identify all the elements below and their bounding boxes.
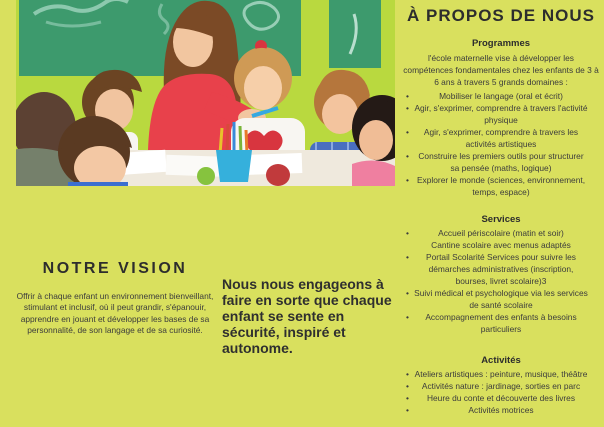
- list-item: [402, 239, 600, 251]
- list-item-text: Heure du conte et découverte des livres: [426, 393, 576, 403]
- list-item-text: Accueil périscolaire (matin et soir): [438, 228, 564, 238]
- list-item-text: Explorer le monde (sciences, environnement, temps, espace): [416, 175, 586, 197]
- list-item-text: Accompagnement des enfants à besoins particuliers: [425, 312, 577, 334]
- list-item: [402, 150, 600, 174]
- bullet-marker: •: [406, 175, 409, 185]
- bullet-marker: •: [406, 393, 409, 403]
- list-item: [402, 227, 600, 239]
- list-item: [402, 287, 600, 311]
- bullet-marker: •: [406, 369, 409, 379]
- list-item-text: Construire les premiers outils pour structurer sa pensée (maths, logique): [418, 151, 584, 173]
- bullet-marker: •: [406, 127, 409, 137]
- list-item: [402, 368, 600, 380]
- list-item-text: Activités motrices: [468, 405, 534, 415]
- list-item: [402, 404, 600, 416]
- programs-heading: Programmes: [471, 38, 531, 49]
- programs-intro: l'école maternelle vise à développer les compétences fondamentales chez les enfants de 3 à 6 ans à travers 5 grands domaines :: [403, 53, 599, 87]
- activities-list: [402, 368, 600, 416]
- bullet-marker: •: [406, 151, 409, 161]
- pencil-cup: [216, 122, 252, 182]
- list-item-text: Mobiliser le langage (oral et écrit): [439, 91, 563, 101]
- list-item-text: Cantine scolaire avec menus adaptés: [431, 240, 571, 250]
- commitment-statement: Nous nous engageons à faire en sorte que chaque enfant se sente en sécurité, inspiré et autonome.: [222, 276, 392, 356]
- bullet-marker: •: [406, 91, 409, 101]
- list-item: [402, 380, 600, 392]
- list-item-text: Agir, s'exprimer, comprendre à travers les activités artistiques: [423, 127, 579, 149]
- bullet-marker: •: [406, 405, 409, 415]
- services-list: [402, 227, 600, 335]
- red-apple: [266, 164, 290, 186]
- bullet-marker: •: [406, 381, 409, 391]
- page-title: À PROPOS DE NOUS: [407, 6, 595, 25]
- girl-front-right: [352, 95, 395, 186]
- services-heading: Services: [481, 214, 521, 225]
- bullet-marker: •: [406, 288, 409, 298]
- bullet-marker: •: [406, 228, 409, 238]
- bullet-marker: •: [406, 252, 409, 262]
- list-item: [402, 90, 600, 102]
- vision-section: [12, 260, 218, 337]
- list-item: [402, 392, 600, 404]
- list-item: [402, 126, 600, 150]
- vision-body: Offrir à chaque enfant un environnement bienveillant, stimulant et inclusif, où il peut grandir, s'épanouir, apprendre en jouant et développer les bases de sa personnalité, de son langage et de sa curiosité.: [16, 291, 214, 336]
- list-item-text: Portail Scolarité Services pour suivre les démarches administratives (inscription, bourses, livret scolaire)3: [426, 252, 576, 286]
- vision-title: NOTRE VISION: [42, 260, 188, 277]
- bullet-marker: •: [406, 312, 409, 322]
- activities-heading: Activités: [481, 355, 521, 366]
- list-item-text: Activités nature : jardinage, sorties en parc: [421, 381, 581, 391]
- list-item: [402, 174, 600, 198]
- list-item-text: Ateliers artistiques : peinture, musique, théâtre: [414, 369, 588, 379]
- list-item: [402, 251, 600, 287]
- bullet-marker: •: [406, 103, 409, 113]
- list-item-text: Suivi médical et psychologique via les services de santé scolaire: [414, 288, 588, 310]
- programs-list: [402, 90, 600, 198]
- about-section: [402, 6, 600, 416]
- classroom-photo-illustration: [16, 0, 395, 186]
- green-apple: [197, 167, 215, 185]
- list-item: [402, 311, 600, 335]
- list-item: [402, 102, 600, 126]
- classroom-photo: [16, 0, 395, 186]
- list-item-text: Agir, s'exprimer, comprendre à travers l'activité physique: [414, 103, 588, 125]
